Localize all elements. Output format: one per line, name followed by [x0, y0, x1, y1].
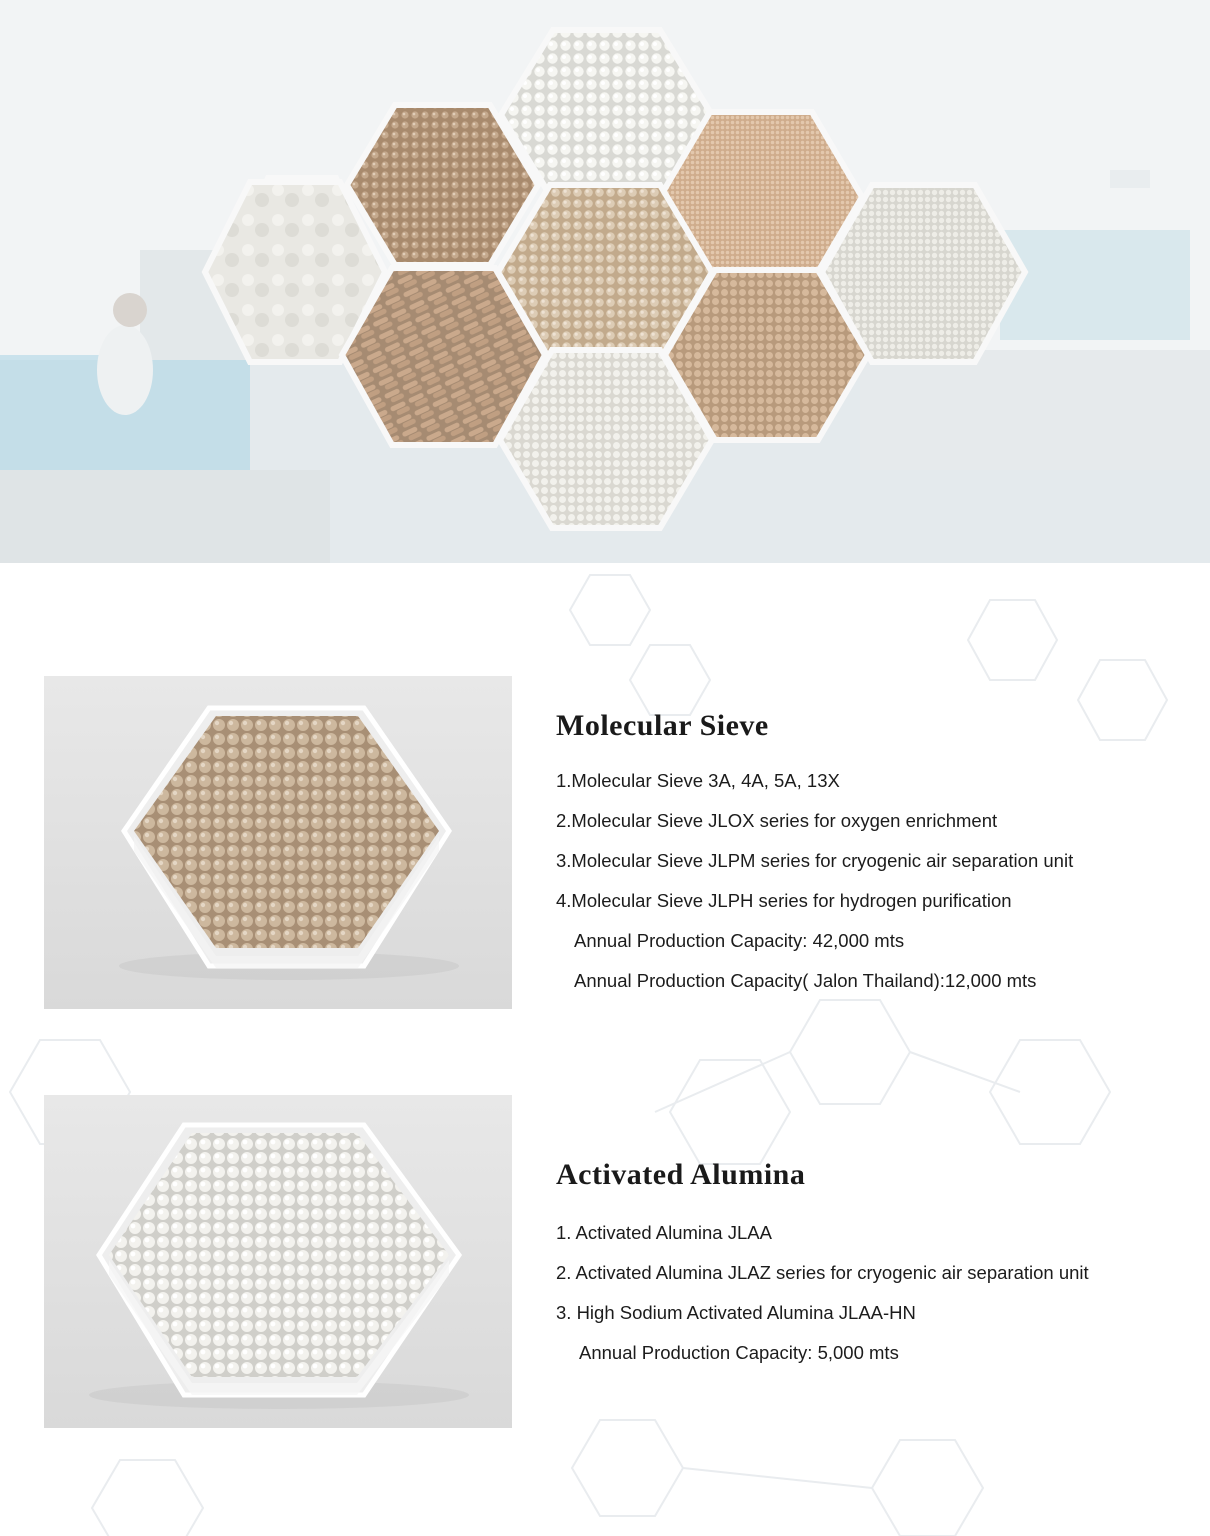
list-item: 1.Molecular Sieve 3A, 4A, 5A, 13X [556, 770, 840, 791]
hero-illustration [0, 0, 1210, 563]
capacity-line: Annual Production Capacity: 42,000 mts [574, 930, 905, 951]
activated-alumina-list [556, 1213, 1089, 1373]
molecular-sieve-list [556, 761, 1073, 1001]
list-item: 1. Activated Alumina JLAA [556, 1222, 772, 1243]
molecular-sieve-title: Molecular Sieve [556, 709, 769, 742]
molecular-sieve-photo [44, 676, 512, 1009]
activated-alumina-title: Activated Alumina [556, 1158, 806, 1191]
list-item: 3.Molecular Sieve JLPM series for cryogenic air separation unit [556, 850, 1074, 871]
hero-banner [0, 0, 1210, 563]
list-item: 2. Activated Alumina JLAZ series for cryogenic air separation unit [556, 1262, 1089, 1283]
list-item: 4.Molecular Sieve JLPH series for hydrogen purification [556, 890, 1012, 911]
list-item: 2.Molecular Sieve JLOX series for oxygen enrichment [556, 810, 998, 831]
activated-alumina-photo [44, 1095, 512, 1428]
capacity-line: Annual Production Capacity( Jalon Thailand):12,000 mts [574, 970, 1037, 991]
list-item: 3. High Sodium Activated Alumina JLAA-HN [556, 1302, 916, 1323]
capacity-line: Annual Production Capacity: 5,000 mts [579, 1342, 899, 1363]
